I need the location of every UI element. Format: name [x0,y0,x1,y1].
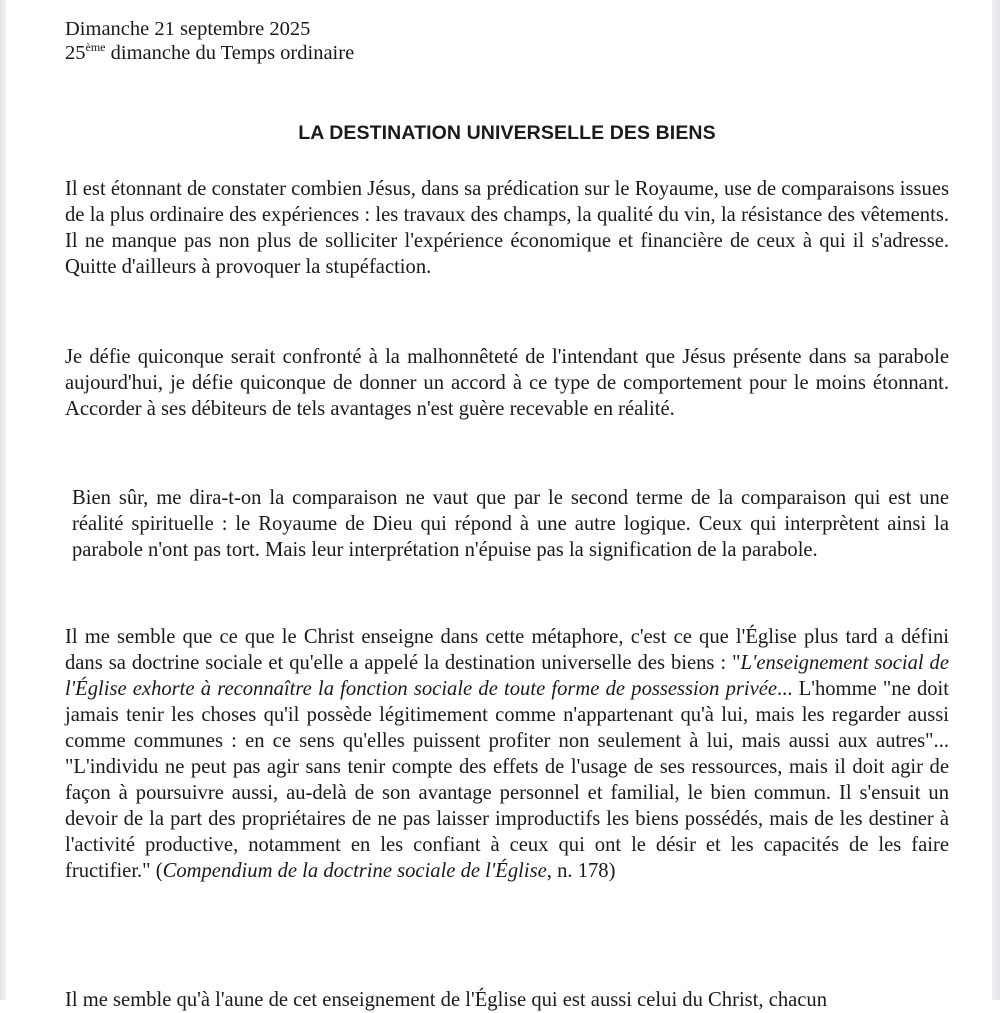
liturgical-rest: dimanche du Temps ordinaire [105,42,355,64]
paragraph-1: Il est étonnant de constater combien Jésus, dans sa prédication sur le Royaume, use de comparaisons issues de la plus ordinaire des expériences : les travaux des champs, la qualité du vin, la résistance des vêtements. Il ne manque pas non plus de solliciter l'expérience économique et financière de ceux à qui il s'adresse. Quitte d'ailleurs à provoquer la stupéfaction. [65,178,949,278]
date-line: Dimanche 21 septembre 2025 [65,18,311,40]
paragraph-3: Bien sûr, me dira-t-on la comparaison ne vaut que par le second terme de la comparaison qui est une réalité spirituelle : le Royaume de Dieu qui répond à une autre logique. Ceux qui interprètent ainsi la parabole n'ont pas tort. Mais leur interprétation n'épuise pas la signification de la parabole. [72,487,949,561]
paragraph-5-partial: Il me semble qu'à l'aune de cet enseignement de l'Église qui est aussi celui du Christ, chacun [65,989,828,1011]
citation-number: , n. 178) [546,860,616,882]
paragraph-4-segment: Il me semble que ce que le Christ enseigne dans cette métaphore, c'est ce que l'Église plus tard a défini dans sa doctrine sociale et qu'elle a appelé la destination universelle des biens : " [65,626,949,674]
page-edge-right [992,0,1000,1000]
quotation-italic: L'enseignement social de l'Église exhorte à reconnaître la fonction sociale de toute forme de possession privée [65,652,949,700]
document-header [65,17,354,67]
liturgical-suffix: ème [85,40,106,54]
page-edge-left [0,0,6,1000]
liturgical-number: 25 [65,42,86,64]
citation-source-italic: Compendium de la doctrine sociale de l'Église [162,860,547,882]
document-title: LA DESTINATION UNIVERSELLE DES BIENS [298,122,716,144]
paragraph-4 [65,624,949,884]
liturgical-line [65,41,354,67]
paragraph-2: Je défie quiconque serait confronté à la malhonnêteté de l'intendant que Jésus présente dans sa parabole aujourd'hui, je défie quiconque de donner un accord à ce type de comportement pour le moins étonnant. Accorder à ses débiteurs de tels avantages n'est guère recevable en réalité. [65,346,949,420]
paragraph-4-segment: ... L'homme "ne doit jamais tenir les choses qu'il possède légitimement comme n'appartenant qu'à lui, mais les regarder aussi comme communes : en ce sens qu'elles puissent profiter non seulement à lui, mais aussi aux autres"... "L'individu ne peut pas agir sans tenir compte des effets de l'usage de ses ressources, mais il doit agir de façon à poursuivre aussi, au-delà de son avantage personnel et familial, le bien commun. Il s'ensuit un devoir de la part des propriétaires de ne pas laisser improductifs les biens possédés, mais de les destiner à l'activité productive, notamment en les confiant à ceux qui ont le désir et les capacités de les faire fructifier." ( [65,678,949,882]
